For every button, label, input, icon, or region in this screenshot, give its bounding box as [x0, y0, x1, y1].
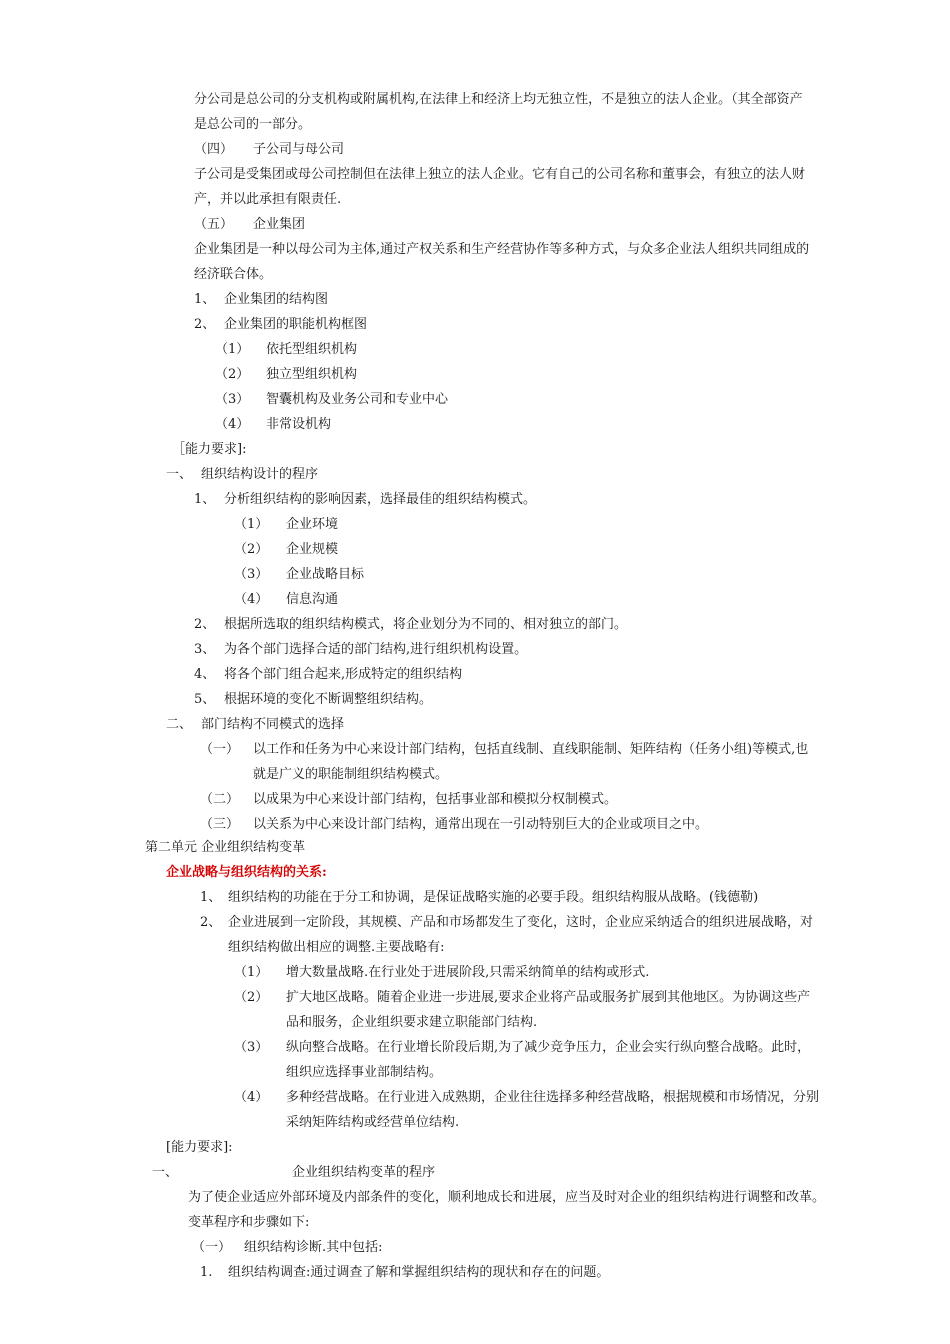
list-number: 3、 [194, 642, 216, 657]
list-number: 5、 [194, 692, 216, 707]
section-title: 企业组织结构变革的程序 [292, 1165, 436, 1180]
list-item: 智囊机构及业务公司和专业中心 [266, 392, 449, 407]
heading-number: （四） [194, 142, 234, 157]
list-number: （3） [234, 567, 269, 582]
list-number: （2） [234, 990, 269, 1005]
list-number: （二） [200, 792, 240, 807]
red-heading: 企业战略与组织结构的关系: [166, 865, 327, 880]
list-item: 组织结构诊断.其中包括: [244, 1240, 383, 1255]
list-number: 2、 [200, 915, 222, 930]
ability-heading: [能力要求]: [166, 1140, 233, 1155]
list-item-continuation: 采纳矩阵结构或经营单位结构. [286, 1115, 460, 1130]
list-number: （3） [215, 392, 250, 407]
list-number: 4、 [194, 667, 216, 682]
list-item: 非常设机构 [266, 417, 332, 432]
paragraph-line: 产，并以此承担有限责任. [194, 192, 342, 207]
list-item: 增大数量战略.在行业处于进展阶段,只需采纳简单的结构或形式. [286, 965, 650, 980]
list-number: （三） [200, 817, 240, 832]
unit-heading: 第二单元 企业组织结构变革 [145, 840, 306, 855]
list-item-continuation: 组织应选择事业部制结构。 [286, 1065, 443, 1080]
paragraph-line: 企业集团是一种以母公司为主体,通过产权关系和生产经营协作等多种方式，与众多企业法人组织共同组成的 [194, 242, 810, 257]
list-item: 以工作和任务为中心来设计部门结构，包括直线制、直线职能制、矩阵结构（任务小组)等模式,也 [253, 742, 809, 757]
paragraph-line: 变革程序和步骤如下: [188, 1215, 310, 1230]
list-item: 将各个部门组合起来,形成特定的组织结构 [224, 667, 463, 682]
list-number: （2） [234, 542, 269, 557]
list-item: 纵向整合战略。在行业增长阶段后期,为了减少竞争压力，企业会实行纵向整合战略。此时， [286, 1040, 811, 1055]
list-item-continuation: 品和服务，企业组织要求建立职能部门结构. [286, 1015, 538, 1030]
list-number: （4） [234, 1090, 269, 1105]
paragraph-line: 分公司是总公司的分支机构或附属机构,在法律上和经济上均无独立性，不是独立的法人企业。（其全部资产 [194, 92, 803, 107]
list-item: 扩大地区战略。随着企业进一步进展,要求企业将产品或服务扩展到其他地区。为协调这些产 [286, 990, 811, 1005]
list-item: 企业战略目标 [286, 567, 365, 582]
heading-title: 企业集团 [253, 217, 306, 232]
list-item: 企业环境 [286, 517, 339, 532]
list-item: 依托型组织机构 [266, 342, 358, 357]
list-number: 2、 [194, 617, 216, 632]
section-title: 组织结构设计的程序 [201, 467, 319, 482]
paragraph-line: 子公司是受集团或母公司控制但在法律上独立的法人企业。它有自己的公司名称和董事会，有独立的法人财 [194, 167, 806, 182]
list-item: 企业集团的职能机构框图 [224, 317, 368, 332]
heading-number: （五） [194, 217, 234, 232]
list-item: 分析组织结构的影响因素，选择最佳的组织结构模式。 [224, 492, 537, 507]
paragraph-line: 经济联合体。 [194, 267, 273, 282]
list-number: 1、 [194, 492, 216, 507]
list-item-continuation: 就是广义的职能制组织结构模式。 [253, 767, 449, 782]
list-number: （2） [215, 367, 250, 382]
list-item: 多种经营战略。在行业进入成熟期，企业往往选择多种经营战略，根据规模和市场情况，分别 [286, 1090, 820, 1105]
section-number: 二、 [166, 717, 193, 732]
list-item: 组织结构的功能在于分工和协调，是保证战略实施的必要手段。组织结构服从战略。(钱德勒) [228, 890, 759, 905]
list-number: （3） [234, 1040, 269, 1055]
list-number: （1） [234, 965, 269, 980]
list-item-continuation: 组织结构做出相应的调整.主要战略有: [228, 940, 445, 955]
ability-heading: ［能力要求]: [172, 442, 247, 457]
list-item: 以成果为中心来设计部门结构，包括事业部和模拟分权制模式。 [253, 792, 618, 807]
list-number: （1） [234, 517, 269, 532]
paragraph-line: 是总公司的一部分。 [194, 117, 312, 132]
section-number: 一、 [152, 1165, 179, 1180]
list-number: 1、 [200, 890, 222, 905]
heading-title: 子公司与母公司 [253, 142, 345, 157]
list-item: 独立型组织机构 [266, 367, 358, 382]
list-number: （一） [200, 742, 240, 757]
list-number: 1、 [194, 292, 216, 307]
list-item: 根据所选取的组织结构模式，将企业划分为不同的、相对独立的部门。 [224, 617, 628, 632]
list-number: （一） [192, 1240, 232, 1255]
list-item: 企业规模 [286, 542, 339, 557]
list-number: 2、 [194, 317, 216, 332]
section-title: 部门结构不同模式的选择 [201, 717, 345, 732]
list-item: 组织结构调查:通过调查了解和掌握组织结构的现状和存在的问题。 [228, 1265, 610, 1280]
list-number: 1. [200, 1265, 213, 1280]
list-number: （4） [215, 417, 250, 432]
section-number: 一、 [166, 467, 193, 482]
list-item: 为各个部门选择合适的部门结构,进行组织机构设置。 [224, 642, 528, 657]
list-number: （1） [215, 342, 250, 357]
list-item: 企业进展到一定阶段，其规模、产品和市场都发生了变化，这时，企业应采纳适合的组织进展战略，对 [228, 915, 814, 930]
list-number: （4） [234, 592, 269, 607]
list-item: 信息沟通 [286, 592, 339, 607]
list-item: 企业集团的结构图 [224, 292, 329, 307]
list-item: 根据环境的变化不断调整组织结构。 [224, 692, 433, 707]
list-item: 以关系为中心来设计部门结构，通常出现在一引动特别巨大的企业或项目之中。 [253, 817, 709, 832]
paragraph-line: 为了使企业适应外部环境及内部条件的变化，顺利地成长和进展，应当及时对企业的组织结构进行调整和改革。 [188, 1190, 826, 1205]
